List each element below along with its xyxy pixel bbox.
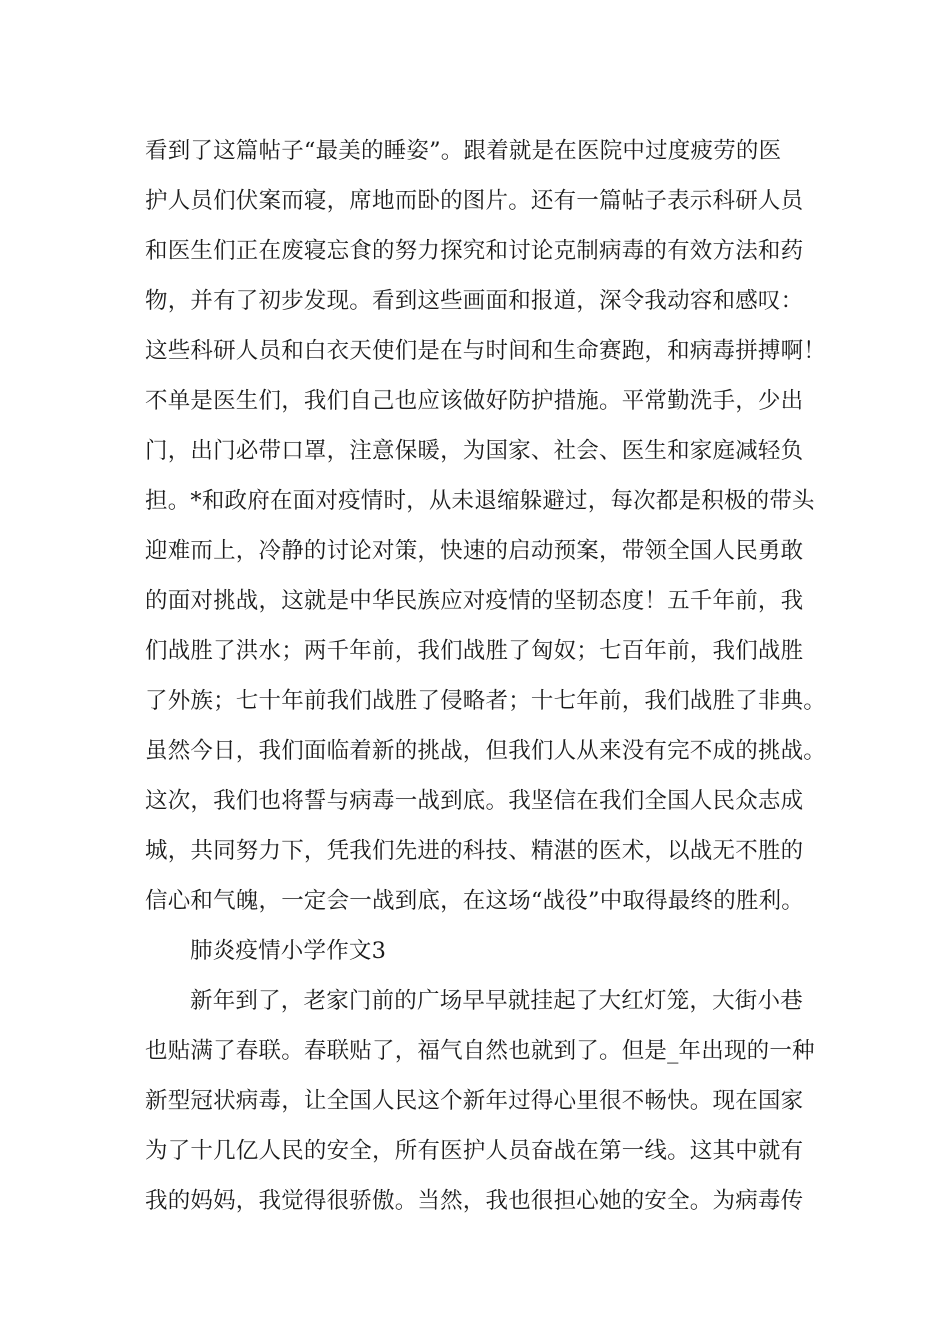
text-line: 信心和气魄，一定会一战到底，在这场“战役”中取得最终的胜利。 [145, 888, 805, 914]
text-line: 这次，我们也将誓与病毒一战到底。我坚信在我们全国人民众志成 [145, 788, 804, 814]
text-line: 了外族；七十年前我们战胜了侵略者；十七年前，我们战胜了非典。 [145, 688, 827, 714]
text-line: 迎难而上，冷静的讨论对策，快速的启动预案，带领全国人民勇敢 [145, 538, 804, 564]
text-line: 这些科研人员和白衣天使们是在与时间和生命赛跑，和病毒拼搏啊！ [145, 338, 827, 364]
text-line: 我的妈妈，我觉得很骄傲。当然，我也很担心她的安全。为病毒传 [145, 1188, 804, 1214]
text-line: 城，共同努力下，凭我们先进的科技、精湛的医术，以战无不胜的 [145, 838, 804, 864]
text-line: 担。*和政府在面对疫情时，从未退缩躲避过，每次都是积极的带头 [145, 488, 815, 514]
text-line: 也贴满了春联。春联贴了，福气自然也就到了。但是_年出现的一种 [145, 1038, 815, 1064]
text-line: 不单是医生们，我们自己也应该做好防护措施。平常勤洗手，少出 [145, 388, 804, 414]
text-line: 新年到了，老家门前的广场早早就挂起了大红灯笼，大街小巷 [190, 988, 803, 1014]
text-line: 的面对挑战，这就是中华民族应对疫情的坚韧态度！五千年前，我 [145, 588, 804, 614]
text-line: 们战胜了洪水；两千年前，我们战胜了匈奴；七百年前，我们战胜 [145, 638, 804, 664]
text-line: 为了十几亿人民的安全，所有医护人员奋战在第一线。这其中就有 [145, 1138, 804, 1164]
text-line: 门，出门必带口罩，注意保暖，为国家、社会、医生和家庭减轻负 [145, 438, 804, 464]
section-title: 肺炎疫情小学作文3 [190, 938, 387, 964]
text-line: 虽然今日，我们面临着新的挑战，但我们人从来没有完不成的挑战。 [145, 738, 827, 764]
text-line: 护人员们伏案而寝，席地而卧的图片。还有一篇帖子表示科研人员 [145, 188, 804, 214]
text-line: 新型冠状病毒，让全国人民这个新年过得心里很不畅快。现在国家 [145, 1088, 804, 1114]
text-line: 和医生们正在废寝忘食的努力探究和讨论克制病毒的有效方法和药 [145, 238, 804, 264]
text-line: 物，并有了初步发现。看到这些画面和报道，深令我动容和感叹： [145, 288, 804, 314]
text-line: 看到了这篇帖子“最美的睡姿”。跟着就是在医院中过度疲劳的医 [145, 138, 782, 164]
